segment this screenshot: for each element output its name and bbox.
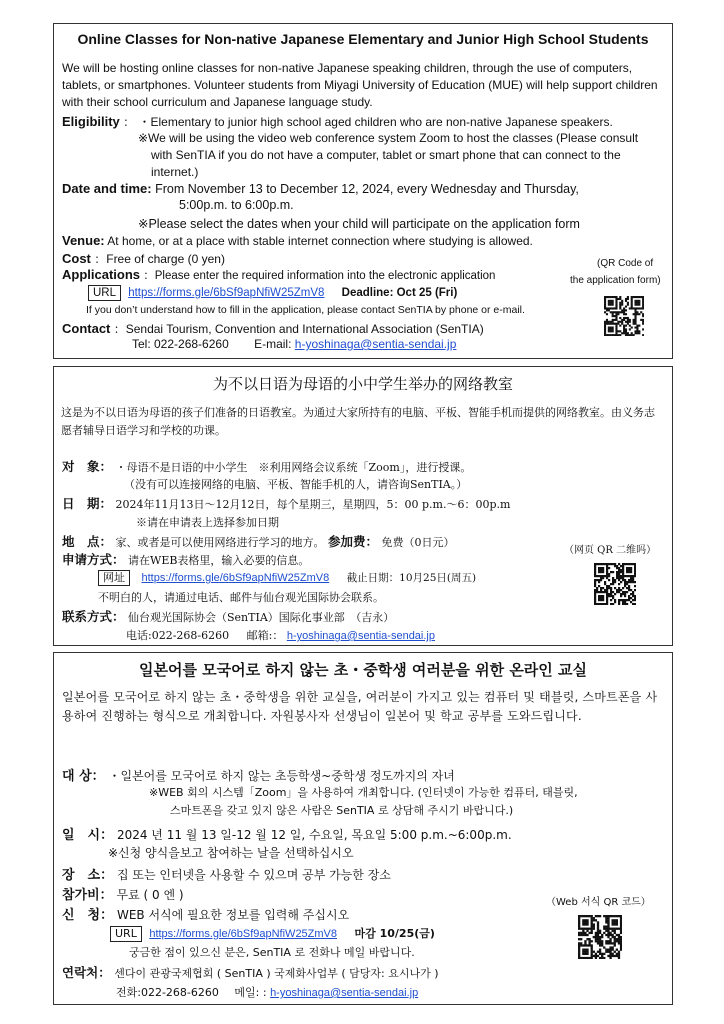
- email-link[interactable]: h-yoshinaga@sentia-sendai.jp: [294, 337, 457, 351]
- applications-label: Applications: [62, 267, 141, 282]
- target-note-1-ko: ※WEB 회의 시스템「Zoom」을 사용하여 개최합니다. (인터넷이 가능한 컴퓨터, 태블릿,: [149, 786, 578, 799]
- place-text-ko: 집 또는 인터넷을 사용할 수 있으며 공부 가능한 장소: [116, 868, 391, 882]
- target-text-ko: ・일본어를 모국어로 하지 않는 초등학생~중학생 정도까지의 자녀: [108, 769, 455, 783]
- target-row: [62, 457, 471, 475]
- english-panel: [53, 23, 673, 359]
- deadline: Deadline: Oct 25 (Fri): [341, 287, 458, 299]
- date-text-ko: 2024 년 11 월 13 일-12 월 12 일, 수요일, 목요일 5:00 p.m.~6:00p.m.: [116, 828, 512, 842]
- application-url-link-ko[interactable]: https://forms.gle/6bSf9apNfiW25ZmV8: [149, 928, 338, 940]
- qr-code-icon-ko: [578, 915, 622, 959]
- date-row: [62, 181, 579, 196]
- date-label-ko: 일 시：: [62, 828, 114, 843]
- eligibility-text: ・Elementary to junior high school aged children who are non-native Japanese speakers.: [138, 115, 613, 129]
- contact-row-ko: [62, 963, 439, 981]
- contact-details: [132, 337, 456, 351]
- chinese-intro: 这是为不以日语为母语的孩子们准备的日语教室。为通过大家所持有的电脑、平板、智能手机而提供的网络教室。由义务志愿者辅导日语学习和学校的功课。: [61, 406, 655, 437]
- contact-text: ：Sendai Tourism, Convention and International Association (SenTIA): [113, 322, 484, 336]
- url-tag: URL: [88, 285, 121, 301]
- date-row-ko: [62, 824, 512, 843]
- fee-text-zh: 免费（0日元）: [381, 536, 455, 549]
- application-text-zh: 请在WEB表格里，输入必要的信息。: [128, 554, 310, 567]
- deadline-zh: 截止日期：10月25日(周五): [346, 572, 477, 584]
- fee-row-ko: [62, 884, 184, 903]
- cost-label: Cost: [62, 251, 91, 266]
- venue-text: At home, or at a place with stable internet connection where studying is allowed.: [107, 234, 533, 248]
- target-note-2-ko: 스마트폰을 갖고 있지 않은 사람은 SenTIA 로 상담해 주시기 바랍니다.): [170, 804, 514, 817]
- application-url-link[interactable]: https://forms.gle/6bSf9apNfiW25ZmV8: [128, 287, 325, 299]
- contact-text-zh: 仙台观光国际协会（SenTIA）国际化事业部 （吉永）: [128, 611, 395, 624]
- help-text-zh: 不明白的人，请通过电话、邮件与仙台观光国际协会联系。: [98, 591, 384, 604]
- application-row-zh: [62, 550, 309, 568]
- target-label-ko: 대 상：: [62, 769, 105, 784]
- chinese-title: 为不以日语为母语的小中学生举办的网络教室: [212, 375, 513, 393]
- chinese-panel: [53, 366, 673, 646]
- place-label-ko: 장 소：: [62, 868, 114, 883]
- date-note-zh: ※请在申请表上选择参加日期: [136, 516, 279, 529]
- email-label-ko: 메일: :: [234, 986, 267, 999]
- qr-caption-2: the application form): [570, 275, 661, 286]
- date-text-zh: 2024年11月13日～12月12日，每个星期三，星期四，5：00 p.m.～6：00p.m: [115, 498, 511, 511]
- fee-label-ko: 참가비：: [62, 888, 113, 903]
- contact-text-ko: 센다이 관광국제협회 ( SenTIA ) 국제화사업부 ( 담당자: 요시나가 ): [114, 967, 439, 980]
- application-label-ko: 신 청：: [62, 908, 114, 923]
- applications-text: ：Please enter the required information into the electronic application: [143, 270, 496, 282]
- date-text-2: 5:00p.m. to 6:00p.m.: [179, 198, 294, 212]
- korean-title: 일본어를 모국어로 하지 않는 초・중학생 여러분을 위한 온라인 교실: [138, 661, 587, 679]
- place-row-ko: [62, 864, 391, 883]
- email-label: E-mail:: [254, 337, 292, 351]
- eligibility-note-3: internet.): [151, 165, 199, 179]
- date-label-zh: 日 期：: [62, 496, 113, 511]
- contact-row: [62, 320, 484, 337]
- application-text-ko: WEB 서식에 필요한 정보를 입력해 주십시오: [116, 908, 350, 922]
- qr-caption-ko: （Web 서식 QR 코드）: [546, 897, 651, 908]
- target-label: 对 象：: [62, 459, 113, 474]
- cost-text: ：Free of charge (0 yen): [94, 252, 225, 266]
- url-row: [88, 285, 457, 301]
- application-label-zh: 申请方式：: [62, 552, 125, 567]
- date-note: ※Please select the dates when your child will participate on the application form: [138, 217, 580, 231]
- tel: Tel: 022-268-6260: [132, 337, 229, 351]
- help-text: If you don’t understand how to fill in the application, please contact SenTIA by phone or e-mail.: [86, 304, 525, 316]
- tel-zh: 电话:022-268-6260: [126, 629, 230, 642]
- cost-row: [62, 250, 225, 267]
- contact-row-zh: [62, 607, 394, 625]
- help-text-ko: 궁금한 점이 있으신 분은, SenTIA 로 전화나 메일 바랍니다.: [129, 946, 415, 959]
- target-note: （没有可以连接网络的电脑、平板、智能手机的人，请咨询SenTIA。）: [124, 478, 468, 491]
- url-row-ko: [110, 925, 435, 942]
- qr-code-icon: [604, 296, 644, 336]
- date-row-zh: [62, 494, 510, 512]
- url-tag-zh: 网址: [98, 570, 130, 586]
- korean-intro: 일본어를 모국어로 하지 않는 초・중학생을 위한 교실을, 여러분이 가지고 있는 컴퓨터 및 태블릿, 스마트폰을 사용하여 진행하는 형식으로 개최합니다. 자원봉사자 선생님이 일본어 및 학교 공부를 도와드립니다.: [62, 690, 658, 723]
- contact-label-zh: 联系方式：: [62, 609, 125, 624]
- eligibility-label: Eligibility: [62, 114, 120, 129]
- date-text-1: From November 13 to December 12, 2024, every Wednesday and Thursday,: [155, 182, 579, 196]
- application-row-ko: [62, 904, 349, 923]
- contact-label: Contact: [62, 321, 111, 336]
- email-label-zh: 邮箱:：: [246, 629, 284, 642]
- contact-label-ko: 연락처：: [62, 965, 111, 980]
- venue-row: [62, 233, 533, 248]
- qr-caption-1: (QR Code of: [597, 258, 654, 269]
- target-row-ko: [62, 765, 455, 784]
- date-note-ko: ※신청 양식을보고 참여하는 날을 선택하십시오: [108, 846, 354, 860]
- korean-panel: [53, 652, 673, 1005]
- qr-code-icon-zh: [594, 563, 636, 605]
- applications-row: [62, 267, 495, 283]
- tel-ko: 전화:022-268-6260: [116, 986, 219, 999]
- place-label-zh: 地 点：: [62, 534, 113, 549]
- qr-caption-zh: （网页 QR 二维吗）: [564, 545, 657, 556]
- english-title: Online Classes for Non-native Japanese Elementary and Junior High School Students: [77, 31, 649, 47]
- email-link-zh[interactable]: h-yoshinaga@sentia-sendai.jp: [286, 630, 435, 642]
- english-intro: We will be hosting online classes for non-native Japanese speaking children, through the use of computers, tablets, or smartphones. Volunteer students from Miyagi University of Education (MUE) will help support children with their school curriculum and Japanese language study.: [62, 61, 658, 109]
- eligibility-sep: ：: [123, 115, 136, 129]
- eligibility-row: [62, 113, 613, 130]
- contact-details-zh: [126, 627, 435, 643]
- target-text: ・母语不是日语的中小学生 ※利用网络会议系统「Zoom」，进行授课。: [115, 461, 472, 474]
- venue-label: Venue:: [62, 233, 105, 248]
- place-row-zh: [62, 532, 455, 550]
- url-tag-ko: URL: [110, 926, 142, 942]
- fee-label-zh: 参加费：: [328, 534, 379, 549]
- fee-text-ko: 무료 ( 0 엔 ): [116, 888, 184, 902]
- eligibility-note-1: ※We will be using the video web conference system Zoom to host the classes (Please consult: [138, 131, 639, 145]
- url-row-zh: [98, 570, 476, 586]
- contact-details-ko: [116, 984, 418, 1000]
- eligibility-note-2: with SenTIA if you do not have a computer, tablet or smart phone that can connect to the: [151, 148, 621, 162]
- application-url-link-zh[interactable]: https://forms.gle/6bSf9apNfiW25ZmV8: [141, 572, 330, 584]
- email-link-ko[interactable]: h-yoshinaga@sentia-sendai.jp: [270, 987, 419, 999]
- date-label: Date and time:: [62, 181, 152, 196]
- place-text-zh: 家、或者是可以使用网络进行学习的地方。: [115, 536, 325, 549]
- deadline-ko: 마감 10/25(금): [354, 927, 435, 940]
